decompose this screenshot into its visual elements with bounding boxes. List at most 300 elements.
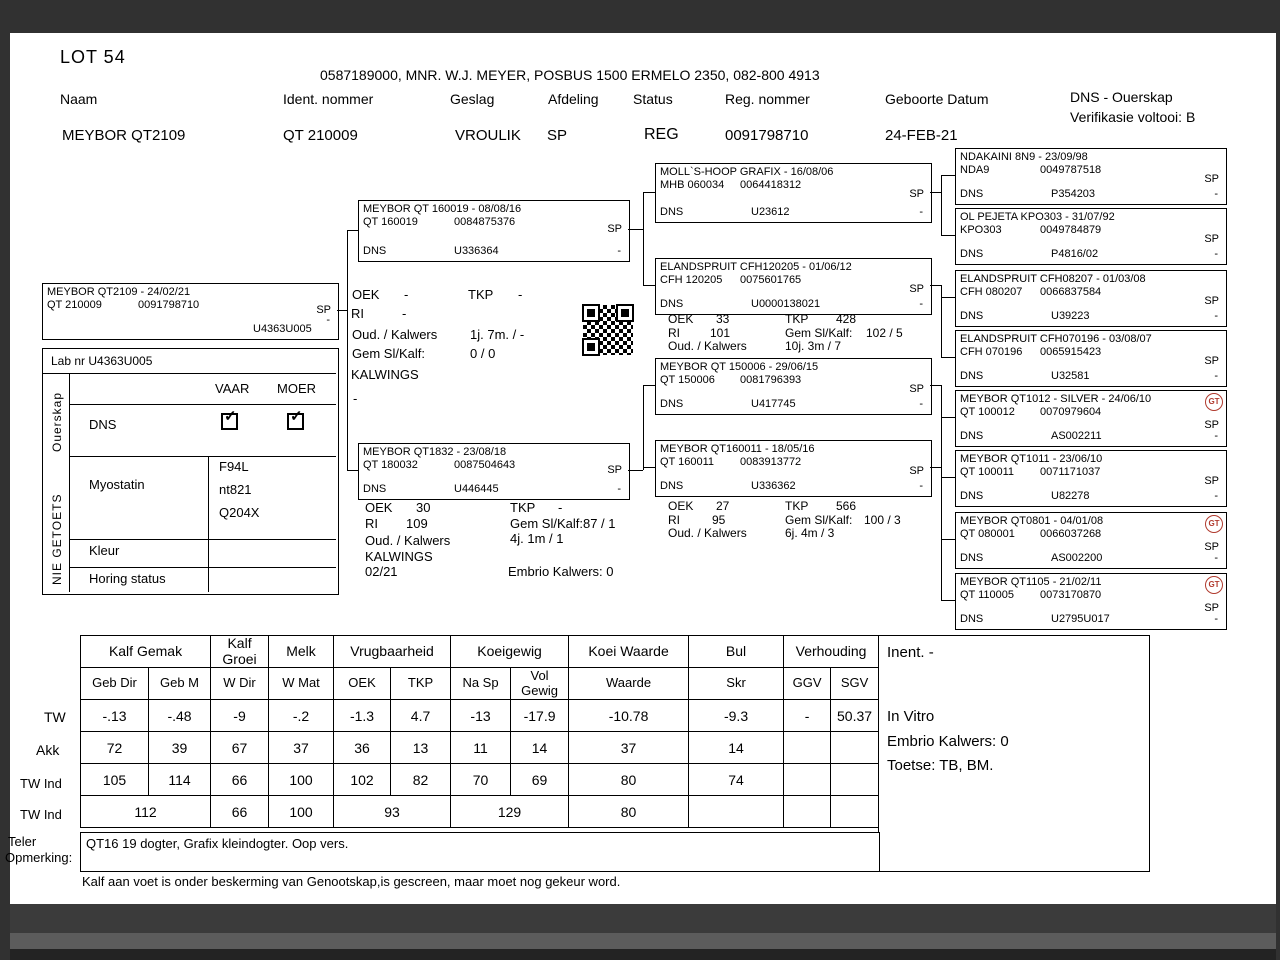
check-icon: ✓: [290, 408, 303, 425]
animal-dns-number: U336364: [454, 245, 499, 258]
animal-dash: -: [1214, 490, 1218, 503]
opmerking-label: Opmerking:: [5, 850, 73, 865]
animal-dns-number: U82278: [1051, 490, 1090, 503]
ebv-cell: 11: [451, 732, 511, 764]
col-group-koeigewig: Koeigewig: [451, 636, 569, 668]
myostatin-value: F94L: [219, 459, 249, 474]
pedigree-box-ggp-5: [955, 390, 1227, 447]
label-geboorte-datum: Geboorte Datum: [885, 91, 989, 107]
ebv-cell: -10.78: [569, 700, 689, 732]
col-head: TKP: [391, 668, 451, 700]
animal-title: MOLL`S-HOOP GRAFIX - 16/08/06: [660, 166, 834, 178]
pedigree-box-subject: [42, 283, 339, 340]
pedigree-box-ggp-8: [955, 573, 1227, 630]
ebv-cell: -.48: [149, 700, 211, 732]
scan-bottom-band-1: [0, 904, 1280, 933]
gt-logo-icon: GT: [1205, 515, 1223, 533]
animal-reg: 0049784879: [1040, 224, 1102, 236]
animal-dns-number: AS002200: [1051, 552, 1103, 565]
scan-bottom-band-3: [0, 949, 1280, 960]
animal-reg: 0066037268: [1040, 528, 1102, 540]
pedigree-box-gp-1: [655, 163, 932, 223]
label-moer: MOER: [277, 381, 316, 396]
animal-reg: 0091798710: [138, 299, 200, 311]
sire-tkp-label: TKP: [468, 287, 494, 302]
ebv-cell: 39: [149, 732, 211, 764]
ebv-cell: [831, 732, 879, 764]
ebv-cell: 13: [391, 732, 451, 764]
animal-dash: -: [326, 314, 330, 327]
value-afdeling: SP: [547, 127, 568, 144]
ebv-cell: -1.3: [334, 700, 391, 732]
pedigree-connector: [941, 175, 955, 176]
animal-dash: -: [1214, 370, 1218, 383]
inent-box: [878, 635, 1150, 872]
inent-title: Inent. -: [887, 644, 934, 661]
pedigree-connector: [347, 230, 348, 470]
animal-sp-flag: SP: [1204, 602, 1219, 614]
myostatin-value: nt821: [219, 482, 252, 497]
sire-oud-value: 1j. 7m. / -: [470, 327, 525, 342]
pedigree-connector: [941, 600, 955, 601]
scan-left-band: [0, 0, 10, 960]
dam-embrio-kalwers: Embrio Kalwers: 0: [508, 564, 614, 579]
animal-sp-flag: SP: [909, 465, 924, 477]
ebv-cell: -.2: [269, 700, 334, 732]
animal-dns-number: AS002211: [1051, 430, 1102, 443]
breeder-contact-line: 0587189000, MNR. W.J. MEYER, POSBUS 1500 ERMELO 2350, 082-800 4913: [320, 67, 820, 83]
gp4-ri-value: 95: [712, 513, 726, 527]
pedigree-connector: [643, 467, 655, 468]
dns-label: DNS: [660, 298, 684, 311]
animal-dns-number: U39223: [1051, 310, 1090, 323]
animal-id: CFH 120205: [660, 274, 723, 286]
ebv-cell: 37: [269, 732, 334, 764]
pedigree-box-ggp-2: [955, 208, 1227, 265]
pedigree-connector: [941, 357, 955, 358]
gp4-oek-value: 27: [716, 499, 730, 513]
animal-id: QT 160019: [363, 216, 418, 228]
ebv-cell: 36: [334, 732, 391, 764]
pedigree-box-ggp-4: [955, 330, 1227, 387]
ebv-cell: 93: [334, 796, 451, 828]
pedigree-connector: [941, 175, 942, 236]
pedigree-box-gp-2: [655, 258, 932, 315]
ebv-cell: 74: [689, 764, 784, 796]
col-group-kalf-gemak: Kalf Gemak: [81, 636, 211, 668]
animal-reg: 0070979604: [1040, 406, 1102, 418]
gp2-ri-label: RI: [668, 326, 680, 340]
animal-dash: -: [617, 245, 621, 258]
animal-sp-flag: SP: [909, 188, 924, 200]
animal-dash: -: [1214, 613, 1218, 626]
ebv-cell: [784, 732, 831, 764]
animal-title: MEYBOR QT1832 - 23/08/18: [363, 446, 507, 458]
animal-id: QT 180032: [363, 459, 418, 471]
animal-title: OL PEJETA KPO303 - 31/07/92: [960, 211, 1115, 223]
sire-oek-label: OEK: [352, 287, 380, 302]
col-group-vrugbaarheid: Vrugbaarheid: [334, 636, 451, 668]
animal-sp-flag: SP: [607, 464, 622, 476]
ebv-cell: [689, 796, 784, 828]
pedigree-connector: [941, 285, 942, 357]
animal-dash: -: [1214, 188, 1218, 201]
gp2-oek-label: OEK: [668, 312, 694, 326]
pedigree-connector: [628, 470, 643, 471]
pedigree-connector: [930, 192, 941, 193]
gp2-oud-value: 10j. 3m / 7: [785, 339, 842, 353]
animal-dns-number: U446445: [454, 483, 499, 496]
animal-sp-flag: SP: [1204, 355, 1219, 367]
animal-dns-number: U0000138021: [751, 298, 821, 311]
gp4-oud-label: Oud. / Kalwers: [668, 526, 747, 540]
dns-label: DNS: [660, 398, 684, 411]
value-status: REG: [644, 126, 679, 143]
dam-tkp-label: TKP: [510, 500, 536, 515]
ebv-row-label: TW: [44, 709, 66, 725]
sire-ri-value: -: [402, 306, 407, 321]
ebv-cell: 129: [451, 796, 569, 828]
ebv-cell: 72: [81, 732, 149, 764]
col-head: GGV: [784, 668, 831, 700]
ebv-cell: 100: [269, 764, 334, 796]
animal-dns-number: P354203: [1051, 188, 1096, 201]
qr-finder-icon: [582, 338, 600, 356]
animal-sp-flag: SP: [1204, 419, 1219, 431]
ebv-cell: 50.37: [831, 700, 879, 732]
animal-dns-number: P4816/02: [1051, 248, 1099, 261]
animal-id: CFH 070196: [960, 346, 1023, 358]
animal-sp-flag: SP: [316, 304, 331, 316]
animal-sp-flag: SP: [1204, 475, 1219, 487]
ebv-cell: -9.3: [689, 700, 784, 732]
dns-label: DNS: [363, 245, 387, 258]
dam-oek-value: 30: [416, 500, 431, 515]
label-verifikasie: Verifikasie voltooi: B: [1070, 109, 1196, 125]
animal-reg: 0066837584: [1040, 286, 1102, 298]
ebv-cell: 70: [451, 764, 511, 796]
pedigree-connector: [628, 229, 643, 230]
label-afdeling: Afdeling: [548, 91, 599, 107]
label-geslag: Geslag: [450, 91, 495, 107]
animal-reg: 0081796393: [740, 374, 802, 386]
dam-kalwings-value: 02/21: [365, 564, 398, 579]
animal-dns-number: U417745: [751, 398, 796, 411]
pedigree-connector: [643, 385, 655, 386]
dam-oud-label: Oud. / Kalwers: [365, 533, 451, 548]
ebv-cell: 105: [81, 764, 149, 796]
animal-reg: 0064418312: [740, 179, 802, 191]
pedigree-connector: [941, 297, 955, 298]
col-head: Skr: [689, 668, 784, 700]
qr-finder-icon: [582, 304, 600, 322]
col-head: OEK: [334, 668, 391, 700]
ebv-row-label: TW Ind: [20, 807, 62, 822]
ebv-cell: 100: [269, 796, 334, 828]
ebv-cell: 80: [569, 796, 689, 828]
gp4-gem-label: Gem Sl/Kalf:: [785, 513, 853, 527]
pedigree-box-dam: [358, 443, 630, 500]
col-head: Na Sp: [451, 668, 511, 700]
pedigree-connector: [941, 235, 955, 236]
gp4-oek-label: OEK: [668, 499, 694, 513]
ebv-cell: -.13: [81, 700, 149, 732]
dns-label: DNS: [960, 490, 984, 503]
ebv-row-label: Akk: [36, 742, 60, 758]
pedigree-connector: [643, 385, 644, 470]
label-myostatin: Myostatin: [89, 477, 145, 492]
sire-kalwings-value: -: [353, 391, 358, 406]
dam-oek-label: OEK: [365, 500, 393, 515]
ebv-cell: 80: [569, 764, 689, 796]
pedigree-connector: [941, 385, 942, 478]
animal-dash: -: [617, 483, 621, 496]
value-geboorte-datum: 24-FEB-21: [885, 127, 958, 144]
col-group-bul: Bul: [689, 636, 784, 668]
sire-kalwings-label: KALWINGS: [351, 367, 419, 382]
animal-reg: 0073170870: [1040, 589, 1102, 601]
animal-id: MHB 060034: [660, 179, 725, 191]
animal-dash: -: [919, 480, 923, 493]
ebv-cell: 102: [334, 764, 391, 796]
label-vaar: VAAR: [215, 381, 250, 396]
gp2-tkp-value: 428: [836, 312, 857, 326]
dam-ri-label: RI: [365, 516, 378, 531]
dns-label: DNS: [960, 188, 984, 201]
animal-id: QT 100012: [960, 406, 1015, 418]
animal-title: ELANDSPRUIT CFH08207 - 01/03/08: [960, 273, 1146, 285]
animal-sp-flag: SP: [607, 223, 622, 235]
sire-gem-value: 0 / 0: [470, 346, 496, 361]
value-naam: MEYBOR QT2109: [62, 127, 186, 144]
gp2-ri-value: 101: [710, 326, 731, 340]
animal-dash: -: [1214, 430, 1218, 443]
ebv-cell: 66: [211, 796, 269, 828]
dns-label: DNS: [960, 552, 984, 565]
col-group-melk: Melk: [269, 636, 334, 668]
sire-oek-value: -: [404, 287, 409, 302]
ebv-cell: 14: [511, 732, 569, 764]
dam-ri-value: 109: [406, 516, 428, 531]
ebv-cell: [784, 796, 831, 828]
pedigree-connector: [337, 310, 347, 311]
value-geslag: VROULIK: [455, 127, 521, 144]
scan-bottom-band-2: [0, 933, 1280, 949]
pedigree-box-gp-3: [655, 358, 932, 415]
check-icon: ✓: [224, 408, 237, 425]
ebv-cell: 66: [211, 764, 269, 796]
animal-reg: 0065915423: [1040, 346, 1102, 358]
animal-reg: 0084875376: [454, 216, 516, 228]
qr-finder-icon: [616, 304, 634, 322]
animal-reg: 0075601765: [740, 274, 802, 286]
dns-label: DNS: [363, 483, 387, 496]
value-ident-nommer: QT 210009: [283, 127, 358, 144]
pedigree-connector: [941, 477, 955, 478]
dns-label: DNS: [660, 480, 684, 493]
animal-title: MEYBOR QT 160019 - 08/08/16: [363, 203, 522, 215]
animal-title: MEYBOR QT1105 - 21/02/11: [960, 576, 1102, 588]
animal-title: MEYBOR QT160011 - 18/05/16: [660, 443, 815, 455]
animal-reg: 0049787518: [1040, 164, 1102, 176]
pedigree-connector: [941, 467, 942, 600]
animal-id: CFH 080207: [960, 286, 1023, 298]
animal-title: MEYBOR QT 150006 - 29/06/15: [660, 361, 819, 373]
animal-id: QT 110005: [960, 589, 1015, 601]
gp2-gem-value: 102 / 5: [866, 326, 903, 340]
animal-sp-flag: SP: [1204, 233, 1219, 245]
sire-ri-label: RI: [351, 306, 364, 321]
pedigree-box-ggp-3: [955, 270, 1227, 327]
ebv-cell: [831, 796, 879, 828]
pedigree-connector: [941, 417, 955, 418]
col-head: Geb M: [149, 668, 211, 700]
gp4-oud-value: 6j. 4m / 3: [785, 526, 835, 540]
col-head: W Dir: [211, 668, 269, 700]
pedigree-box-ggp-1: [955, 148, 1227, 205]
pedigree-connector: [930, 385, 941, 386]
pedigree-box-ggp-6: [955, 450, 1227, 507]
dns-label: DNS: [660, 206, 684, 219]
ebv-cell: 14: [689, 732, 784, 764]
scan-right-band: [1276, 0, 1280, 960]
ebv-cell: 114: [149, 764, 211, 796]
embrio-kalwers: Embrio Kalwers: 0: [887, 733, 1009, 750]
animal-reg: 0087504643: [454, 459, 516, 471]
animal-dash: -: [1214, 552, 1218, 565]
pedigree-connector: [347, 470, 358, 471]
animal-sp-flag: SP: [909, 283, 924, 295]
animal-id: QT 160011: [660, 456, 715, 468]
animal-sp-flag: SP: [1204, 173, 1219, 185]
gt-logo-icon: GT: [1205, 393, 1223, 411]
gp4-ri-label: RI: [668, 513, 680, 527]
animal-title: MEYBOR QT1011 - 23/06/10: [960, 453, 1103, 465]
gp2-oud-label: Oud. / Kalwers: [668, 339, 747, 353]
label-kleur: Kleur: [89, 543, 120, 558]
animal-id: KPO303: [960, 224, 1002, 236]
label-naam: Naam: [60, 91, 98, 107]
dam-oud-value: 4j. 1m / 1: [510, 531, 564, 546]
col-head: Waarde: [569, 668, 689, 700]
pedigree-box-ggp-7: [955, 512, 1227, 569]
dam-tkp-value: -: [558, 500, 563, 515]
animal-dash: -: [1214, 248, 1218, 261]
animal-title: MEYBOR QT0801 - 04/01/08: [960, 515, 1104, 527]
col-head: Vol Gewig: [511, 668, 569, 700]
value-reg-nommer: 0091798710: [725, 127, 809, 144]
pedigree-connector: [930, 285, 941, 286]
gp2-tkp-label: TKP: [785, 312, 809, 326]
animal-reg: 0071171037: [1040, 466, 1101, 478]
animal-sp-flag: SP: [909, 383, 924, 395]
teler-opmerking-box: [80, 832, 880, 872]
pedigree-connector: [643, 192, 655, 193]
ebv-table: [80, 635, 879, 828]
ebv-cell: 69: [511, 764, 569, 796]
gp4-gem-value: 100 / 3: [864, 513, 901, 527]
label-dns-row: DNS: [89, 417, 117, 432]
gp2-oek-value: 33: [716, 312, 730, 326]
toetse: Toetse: TB, BM.: [887, 757, 994, 774]
gt-logo-icon: GT: [1205, 576, 1223, 594]
gp4-tkp-label: TKP: [785, 499, 809, 513]
pedigree-connector: [643, 285, 655, 286]
animal-reg: 0083913772: [740, 456, 802, 468]
pedigree-connector: [941, 539, 955, 540]
col-group-kalf-groei: Kalf Groei: [211, 636, 269, 668]
col-group-verhouding: Verhouding: [784, 636, 879, 668]
dns-label: DNS: [960, 248, 984, 261]
ebv-cell: 37: [569, 732, 689, 764]
animal-title: MEYBOR QT1012 - SILVER - 24/06/10: [960, 393, 1152, 405]
myostatin-value: Q204X: [219, 505, 260, 520]
animal-dash: -: [919, 298, 923, 311]
col-head: W Mat: [269, 668, 334, 700]
gp2-gem-label: Gem Sl/Kalf:: [785, 326, 853, 340]
lot-number: LOT 54: [60, 47, 126, 67]
animal-dns-number: U4363U005: [253, 323, 312, 336]
dns-label: DNS: [960, 310, 984, 323]
animal-title: NDAKAINI 8N9 - 23/09/98: [960, 151, 1088, 163]
ebv-cell: 67: [211, 732, 269, 764]
ebv-cell: -9: [211, 700, 269, 732]
animal-dash: -: [919, 206, 923, 219]
checkbox-dns-moer-checked-icon: [287, 408, 304, 430]
animal-sp-flag: SP: [1204, 295, 1219, 307]
label-reg-nommer: Reg. nommer: [725, 91, 810, 107]
animal-id: QT 150006: [660, 374, 715, 386]
pedigree-connector: [930, 467, 941, 468]
teler-label: Teler: [8, 834, 37, 849]
dam-kalwings-label: KALWINGS: [365, 549, 433, 564]
animal-id: QT 080001: [960, 528, 1015, 540]
animal-dns-number: U32581: [1051, 370, 1090, 383]
dns-label: DNS: [960, 613, 984, 626]
ebv-cell: [784, 764, 831, 796]
ebv-row-label: TW Ind: [20, 776, 62, 791]
animal-dash: -: [919, 398, 923, 411]
sire-oud-label: Oud. / Kalwers: [352, 327, 438, 342]
animal-dns-number: U336362: [751, 480, 796, 493]
ebv-cell: 112: [81, 796, 211, 828]
qr-code: [580, 302, 636, 358]
invitro-label: In Vitro: [887, 708, 935, 725]
label-ident-nommer: Ident. nommer: [283, 91, 374, 107]
animal-dns-number: U23612: [751, 206, 790, 219]
teler-opmerking-text: QT16 19 dogter, Grafix kleindogter. Oop vers.: [86, 836, 349, 851]
footer-note: Kalf aan voet is onder beskerming van Genootskap,is gescreen, maar moet nog gekeur word.: [82, 874, 621, 889]
dam-gem-value: Gem Sl/Kalf:87 / 1: [510, 516, 616, 531]
animal-dash: -: [1214, 310, 1218, 323]
pedigree-connector: [347, 230, 358, 231]
col-head: SGV: [831, 668, 879, 700]
animal-title: ELANDSPRUIT CFH070196 - 03/08/07: [960, 333, 1152, 345]
ebv-cell: [831, 764, 879, 796]
animal-id: NDA9: [960, 164, 990, 176]
lab-nr: Lab nr U4363U005: [51, 354, 153, 368]
lab-dns-box: [42, 348, 339, 595]
animal-title: MEYBOR QT2109 - 24/02/21: [47, 286, 191, 298]
animal-sp-flag: SP: [1204, 541, 1219, 553]
label-status: Status: [633, 91, 673, 107]
ebv-cell: -13: [451, 700, 511, 732]
scan-top-band: [0, 0, 1280, 33]
animal-title: ELANDSPRUIT CFH120205 - 01/06/12: [660, 261, 852, 273]
ebv-cell: 82: [391, 764, 451, 796]
dns-label: DNS: [960, 370, 984, 383]
label-horing-status: Horing status: [89, 571, 166, 586]
